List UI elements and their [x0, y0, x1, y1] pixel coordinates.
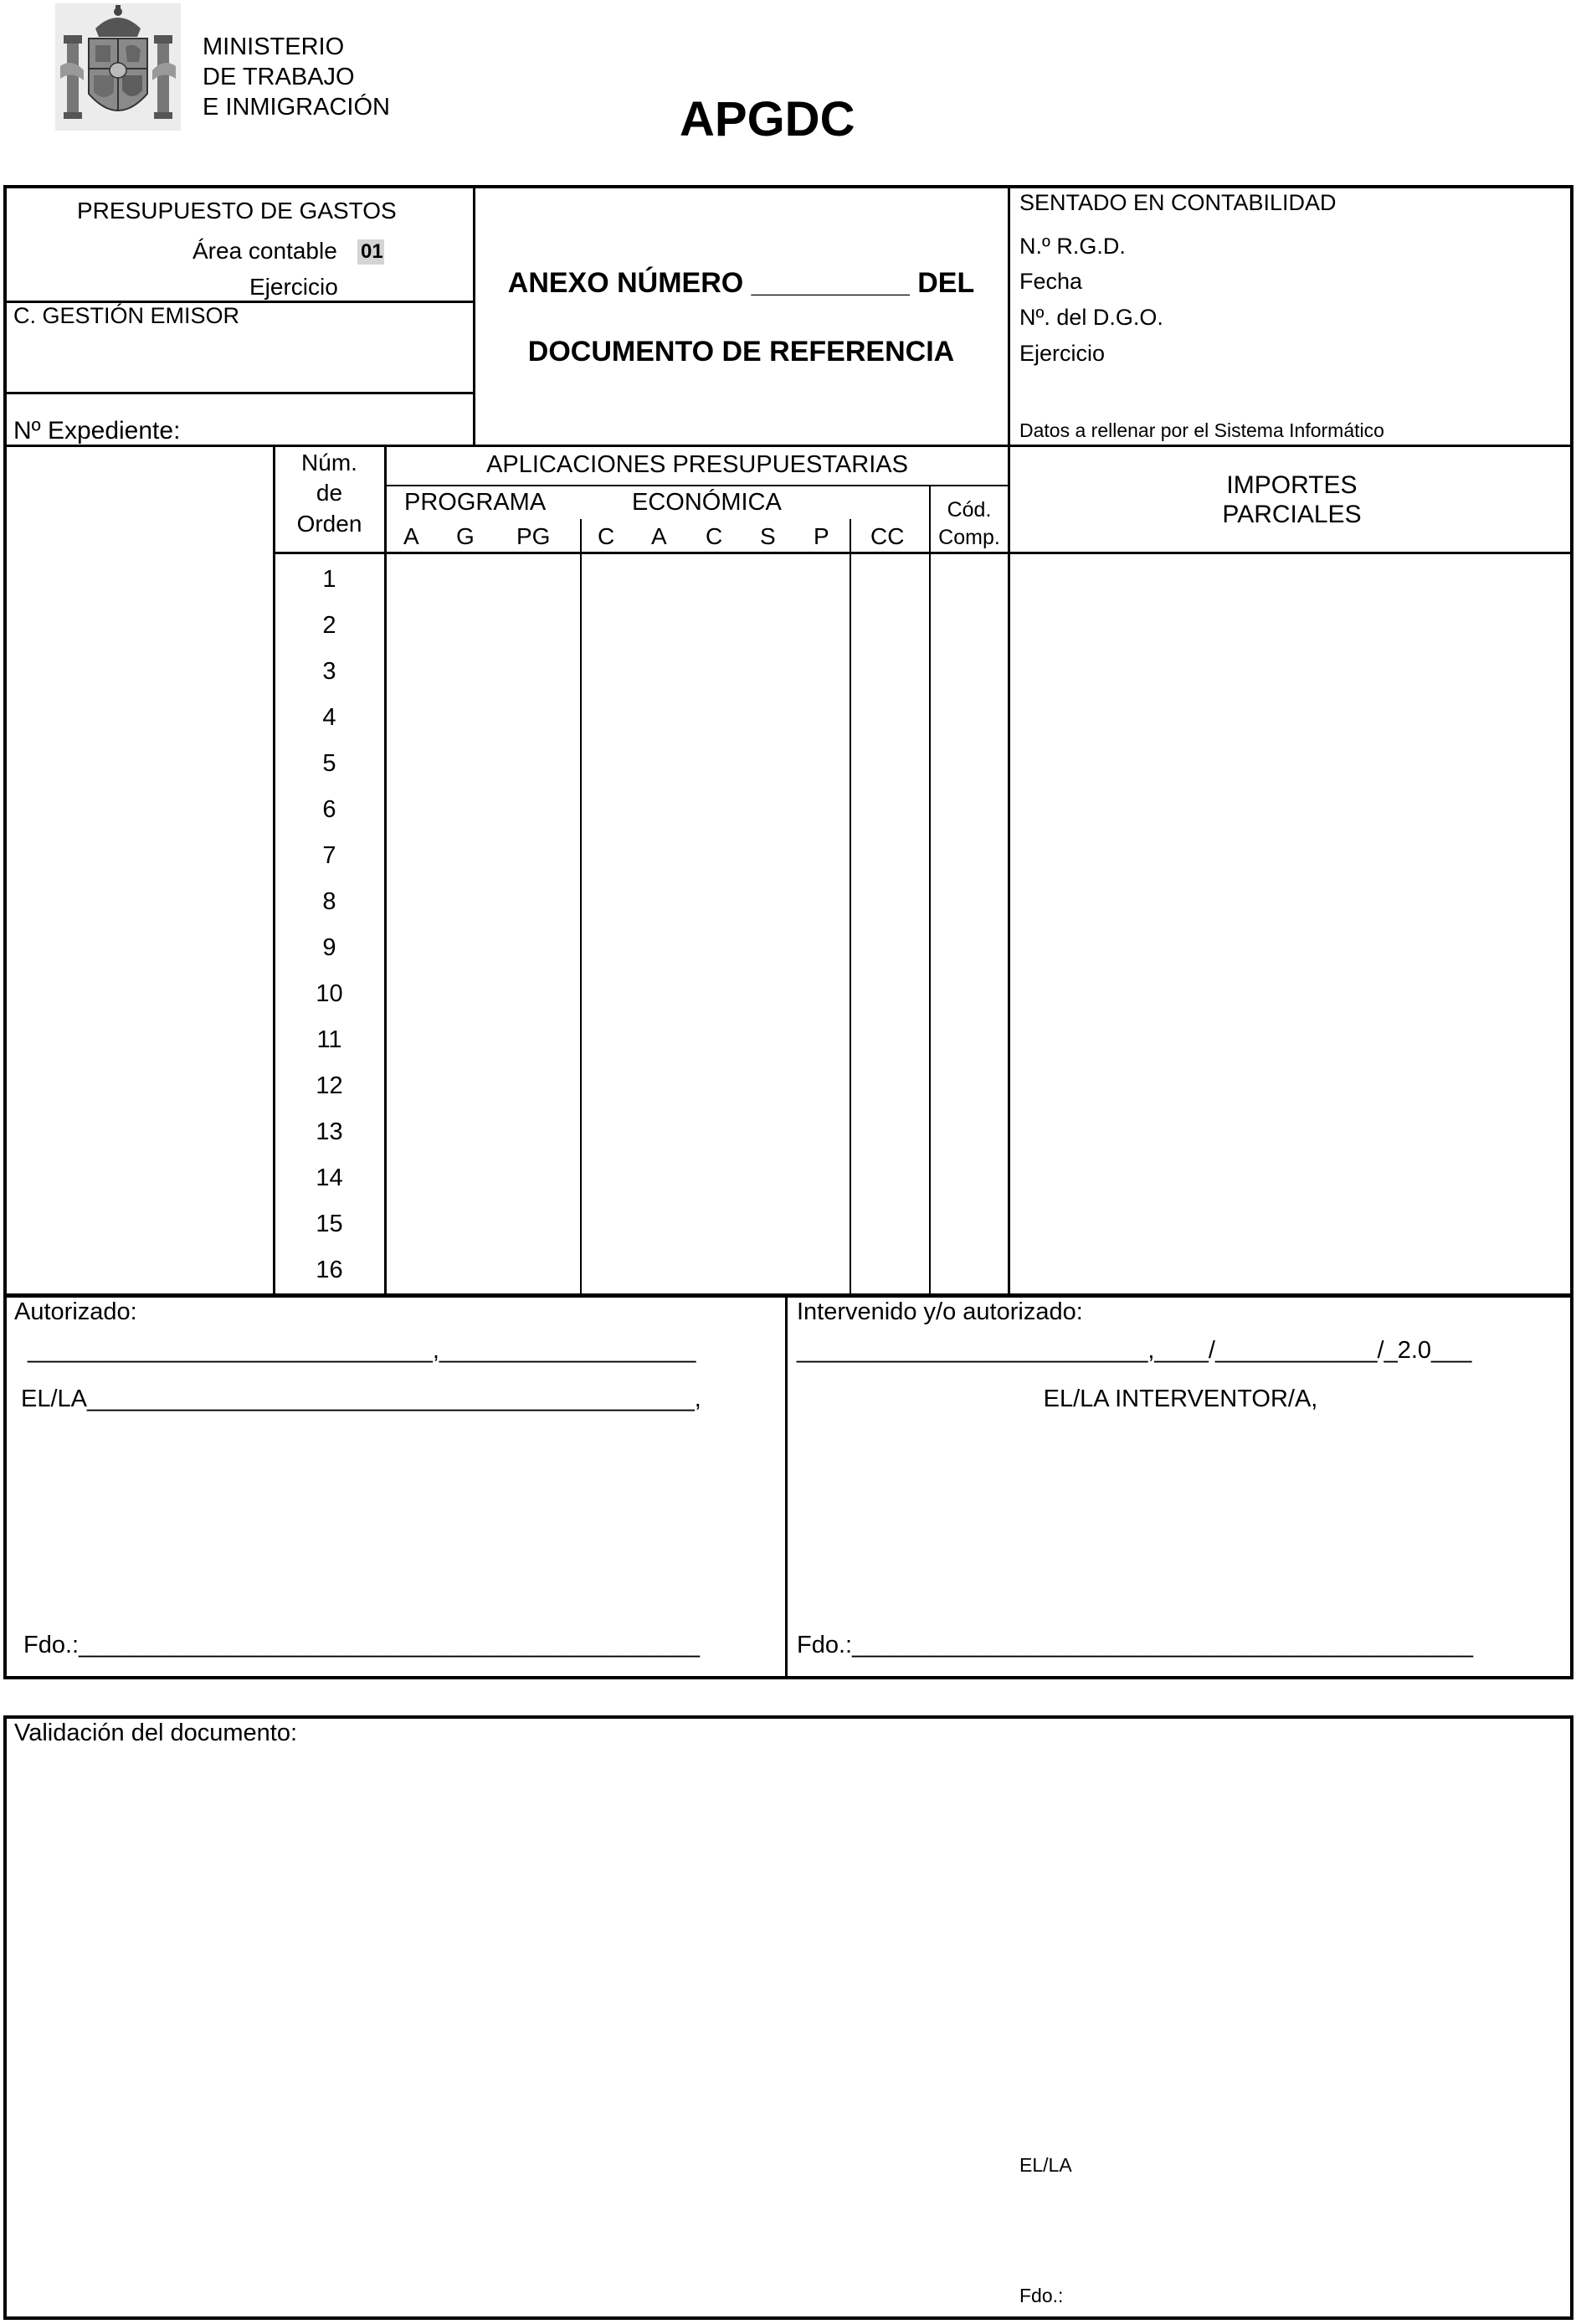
ministry-line-3: E INMIGRACIÓN: [203, 94, 390, 121]
presupuesto-title: PRESUPUESTO DE GASTOS: [77, 198, 397, 224]
intervenido-title: Intervenido y/o autorizado:: [797, 1298, 1083, 1325]
sistema-note: Datos a rellenar por el Sistema Informático: [1019, 419, 1384, 441]
row-number: 13: [316, 1118, 343, 1145]
ministry-line-2: DE TRABAJO: [203, 64, 355, 90]
col-a-programa: A: [403, 523, 419, 549]
row-number: 16: [316, 1257, 343, 1283]
interventor-label: EL/LA INTERVENTOR/A,: [1043, 1386, 1318, 1412]
col-c2-economica: C: [706, 523, 723, 549]
validacion-title: Validación del documento:: [14, 1720, 298, 1746]
col-p-economica: P: [814, 523, 829, 549]
row-number: 14: [316, 1165, 343, 1191]
expediente-label: Nº Expediente:: [13, 417, 181, 445]
num-orden-header-2: de: [316, 480, 343, 506]
contabilidad-title: SENTADO EN CONTABILIDAD: [1019, 190, 1337, 215]
row-number: 9: [322, 934, 336, 961]
row-number: 12: [316, 1072, 343, 1099]
contabilidad-ejercicio-label: Ejercicio: [1019, 341, 1106, 366]
form-code-title: APGDC: [680, 92, 855, 147]
validacion-box: [3, 1715, 1573, 2320]
ministry-line-1: MINISTERIO: [203, 33, 345, 60]
area-contable-value: 01: [361, 240, 383, 263]
row-number: 4: [322, 704, 336, 731]
autorizado-title: Autorizado:: [14, 1298, 137, 1325]
coat-of-arms-icon: [55, 3, 181, 131]
area-contable-label: Área contable: [193, 238, 337, 264]
importes-header-2: PARCIALES: [1222, 501, 1362, 528]
anexo-line-2: DOCUMENTO DE REFERENCIA: [527, 336, 955, 368]
col-g-programa: G: [456, 523, 475, 549]
col-a-economica: A: [651, 523, 667, 549]
col-cc: CC: [870, 523, 905, 549]
row-number: 1: [322, 566, 336, 593]
cod-comp-header-2: Comp.: [938, 526, 1000, 549]
anexo-line-1: ANEXO NÚMERO __________ DEL: [507, 267, 975, 299]
row-number: 5: [322, 750, 336, 777]
num-orden-header-1: Núm.: [301, 450, 357, 476]
fecha-label: Fecha: [1019, 269, 1083, 294]
autorizado-cargo-line: EL/LA_____________________________________________,: [21, 1386, 701, 1412]
gestion-emisor-label: C. GESTIÓN EMISOR: [13, 303, 240, 328]
row-number: 7: [322, 842, 336, 869]
intervenido-fdo-line: Fdo.:______________________________________________: [797, 1632, 1473, 1658]
dgo-label: Nº. del D.G.O.: [1019, 305, 1163, 330]
validacion-fdo-label: Fdo.:: [1019, 2285, 1064, 2306]
num-orden-header-3: Orden: [296, 511, 362, 537]
row-number: 11: [316, 1026, 342, 1053]
row-number: 6: [322, 796, 336, 823]
col-pg-programa: PG: [516, 523, 551, 549]
programa-header: PROGRAMA: [404, 489, 547, 516]
col-s-economica: S: [760, 523, 776, 549]
intervenido-place-date-line: __________________________,____/____________/_2.0___: [797, 1337, 1472, 1364]
autorizado-place-date-line: ______________________________,___________________: [28, 1337, 696, 1364]
validacion-ella-label: EL/LA: [1019, 2154, 1072, 2176]
row-number: 10: [316, 980, 343, 1007]
rgd-label: N.º R.G.D.: [1019, 234, 1126, 259]
ejercicio-label: Ejercicio: [249, 274, 338, 300]
importes-header-1: IMPORTES: [1226, 471, 1358, 499]
row-number: 3: [322, 658, 336, 685]
col-c-economica: C: [598, 523, 615, 549]
economica-header: ECONÓMICA: [632, 489, 782, 516]
autorizado-fdo-line: Fdo.:______________________________________________: [23, 1632, 700, 1658]
row-number: 8: [322, 888, 336, 915]
row-number: 2: [322, 612, 336, 639]
aplicaciones-title: APLICACIONES PRESUPUESTARIAS: [486, 451, 908, 478]
cod-comp-header-1: Cód.: [947, 498, 992, 522]
row-number: 15: [316, 1211, 343, 1237]
